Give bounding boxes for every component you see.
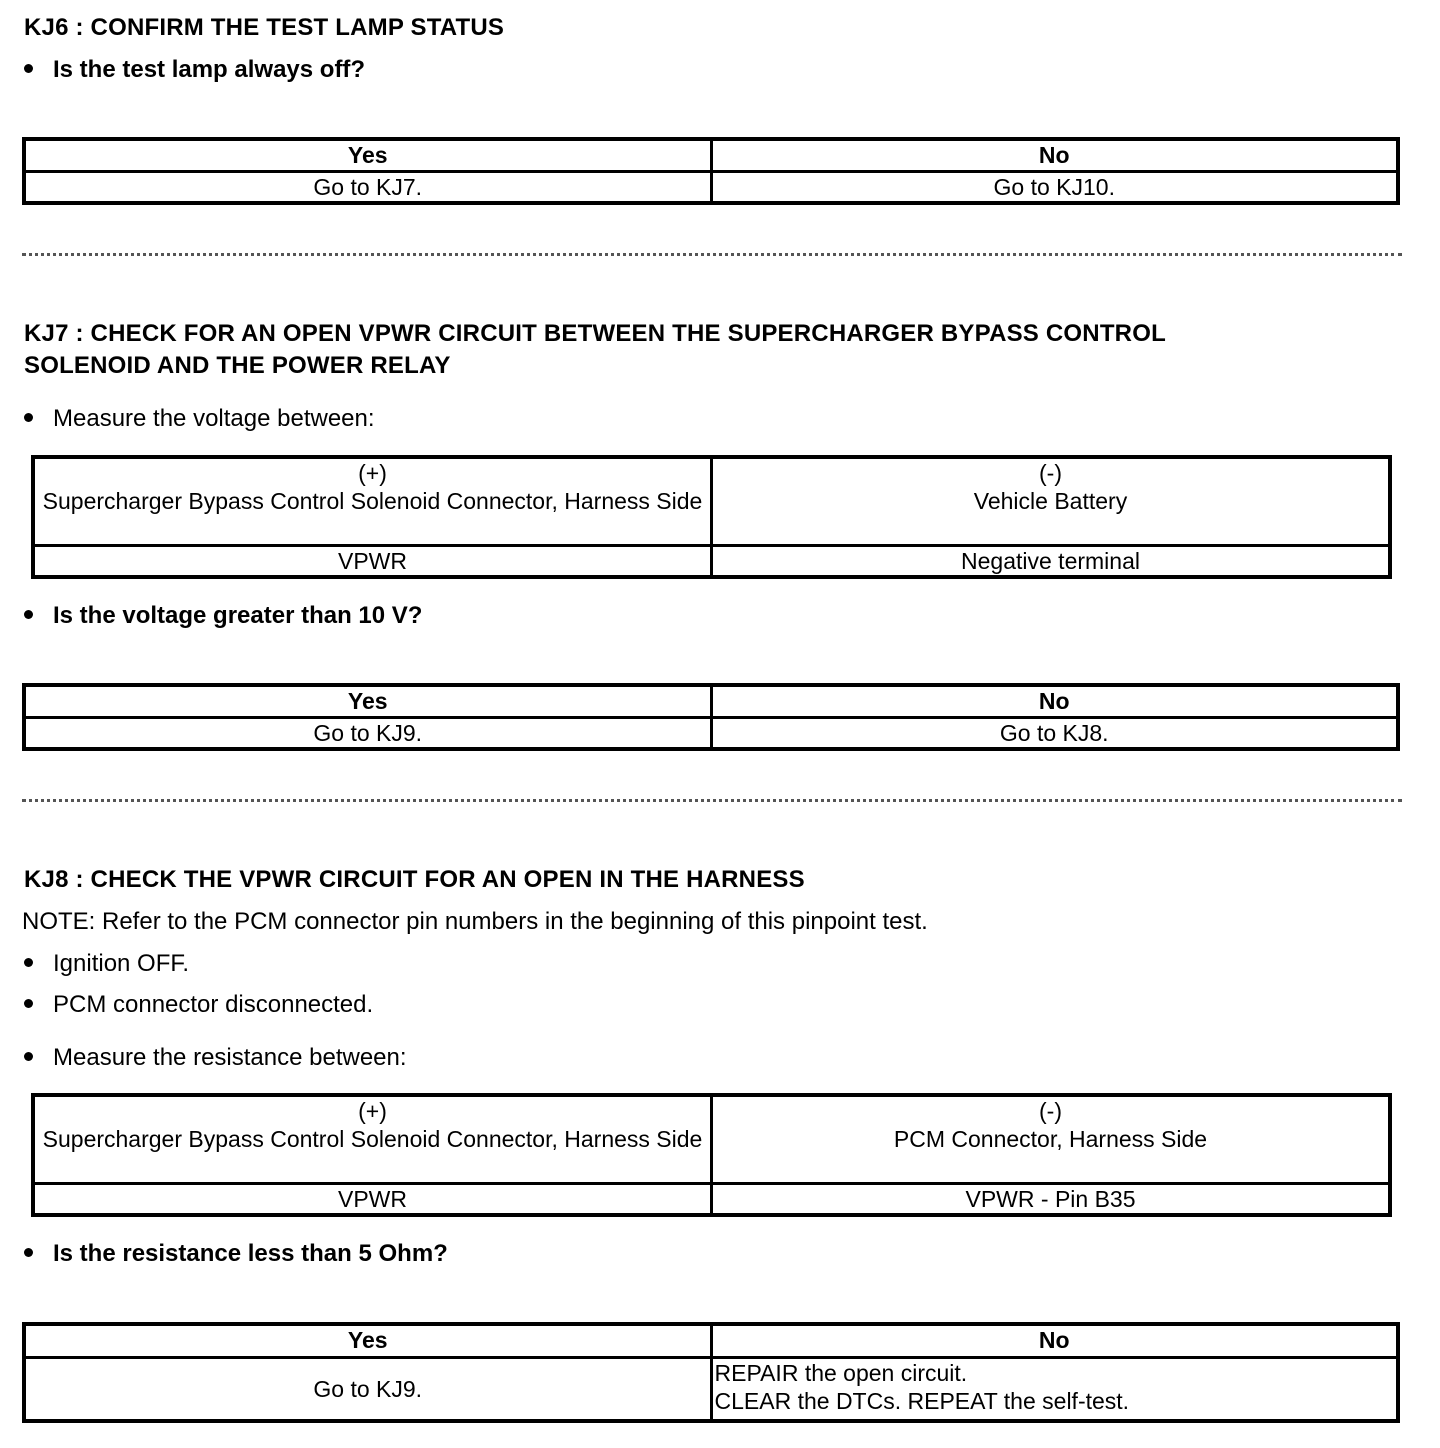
positive-label: Supercharger Bypass Control Solenoid Connector, Harness Side bbox=[42, 1126, 703, 1152]
question-text: Is the resistance less than 5 Ohm? bbox=[53, 1240, 448, 1267]
no-header: No bbox=[711, 685, 1398, 717]
bullet-icon bbox=[24, 999, 33, 1008]
positive-value: VPWR bbox=[33, 545, 712, 577]
section-divider bbox=[22, 253, 1402, 256]
negative-value: VPWR - Pin B35 bbox=[712, 1183, 1391, 1215]
negative-label: PCM Connector, Harness Side bbox=[893, 1126, 1208, 1152]
instruction-text: Measure the voltage between: bbox=[53, 405, 375, 432]
yes-header: Yes bbox=[24, 139, 711, 171]
bullet-icon bbox=[24, 610, 33, 619]
step-text: Ignition OFF. bbox=[53, 950, 190, 977]
kj8-step bbox=[24, 990, 373, 1020]
no-result-line: CLEAR the DTCs. REPEAT the self-test. bbox=[714, 1387, 1130, 1414]
instruction-text: Measure the resistance between: bbox=[53, 1044, 407, 1071]
kj8-note: NOTE: Refer to the PCM connector pin numbers in the beginning of this pinpoint test. bbox=[22, 908, 928, 935]
question-text: Is the test lamp always off? bbox=[53, 56, 366, 83]
kj7-measure-table bbox=[31, 455, 1392, 579]
kj6-decision-table bbox=[22, 137, 1400, 205]
yes-result: Go to KJ9. bbox=[24, 717, 711, 749]
kj7-heading-line1: KJ7 : CHECK FOR AN OPEN VPWR CIRCUIT BETWEEN THE SUPERCHARGER BYPASS CONTROL bbox=[24, 320, 1166, 347]
positive-value: VPWR bbox=[33, 1183, 712, 1215]
negative-value: Negative terminal bbox=[712, 545, 1391, 577]
negative-sign: (-) bbox=[1039, 460, 1062, 486]
no-result-line: REPAIR the open circuit. bbox=[714, 1359, 968, 1386]
section-divider bbox=[22, 799, 1402, 802]
no-header: No bbox=[711, 1324, 1398, 1357]
yes-result: Go to KJ9. bbox=[24, 1357, 711, 1421]
positive-sign: (+) bbox=[358, 460, 387, 486]
question-text: Is the voltage greater than 10 V? bbox=[53, 602, 423, 629]
kj7-heading-line2: SOLENOID AND THE POWER RELAY bbox=[24, 352, 451, 379]
positive-label: Supercharger Bypass Control Solenoid Connector, Harness Side bbox=[42, 488, 703, 514]
negative-probe-cell bbox=[712, 457, 1391, 545]
yes-header: Yes bbox=[24, 685, 711, 717]
step-text: PCM connector disconnected. bbox=[53, 991, 374, 1018]
yes-result: Go to KJ7. bbox=[24, 171, 711, 203]
negative-sign: (-) bbox=[1039, 1098, 1062, 1124]
no-result: Go to KJ10. bbox=[711, 171, 1398, 203]
kj7-instruction bbox=[24, 404, 375, 434]
kj8-heading: KJ8 : CHECK THE VPWR CIRCUIT FOR AN OPEN IN THE HARNESS bbox=[24, 866, 805, 893]
negative-label: Vehicle Battery bbox=[973, 488, 1128, 514]
no-header: No bbox=[711, 139, 1398, 171]
positive-probe-cell bbox=[33, 457, 712, 545]
positive-probe-cell bbox=[33, 1095, 712, 1183]
kj8-question bbox=[24, 1239, 448, 1269]
bullet-icon bbox=[24, 64, 33, 73]
bullet-icon bbox=[24, 413, 33, 422]
kj8-instruction bbox=[24, 1043, 407, 1073]
kj6-heading: KJ6 : CONFIRM THE TEST LAMP STATUS bbox=[24, 14, 505, 41]
kj8-step bbox=[24, 949, 189, 979]
positive-sign: (+) bbox=[358, 1098, 387, 1124]
bullet-icon bbox=[24, 1248, 33, 1257]
bullet-icon bbox=[24, 1052, 33, 1061]
no-result bbox=[711, 1357, 1398, 1421]
kj7-question bbox=[24, 601, 422, 631]
kj6-question bbox=[24, 55, 365, 85]
kj8-measure-table bbox=[31, 1093, 1392, 1217]
bullet-icon bbox=[24, 958, 33, 967]
kj8-decision-table bbox=[22, 1322, 1400, 1423]
kj7-decision-table bbox=[22, 683, 1400, 751]
no-result: Go to KJ8. bbox=[711, 717, 1398, 749]
yes-header: Yes bbox=[24, 1324, 711, 1357]
negative-probe-cell bbox=[712, 1095, 1391, 1183]
